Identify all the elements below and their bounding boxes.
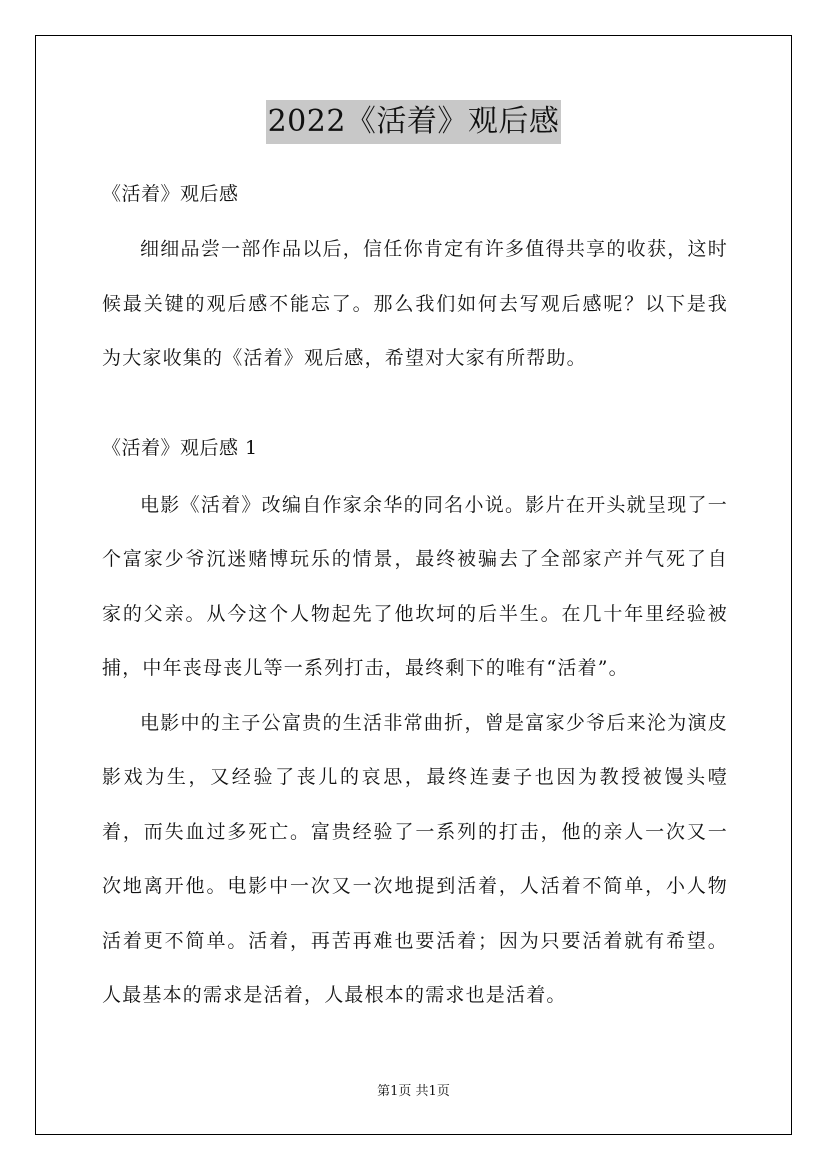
document-body bbox=[102, 176, 728, 1023]
section-1-paragraph-2: 电影中的主子公富贵的生活非常曲折，曾是富家少爷后来沦为演皮影戏为生，又经验了丧儿的哀思，最终连妻子也因为教授被馒头噎着，而失血过多死亡。富贵经验了一系列的打击，他的亲人一次又一次地离开他。电影中一次又一次地提到活着，人活着不简单，小人物活着更不简单。活着，再苦再难也要活着；因为只要活着就有希望。人最基本的需求是活着，人最根本的需求也是活着。 bbox=[102, 711, 728, 1006]
page-footer: 第1页 共1页 bbox=[377, 1084, 450, 1099]
section-1-paragraph-1: 电影《活着》改编自作家余华的同名小说。影片在开头就呈现了一个富家少爷沉迷赌博玩乐的情景，最终被骗去了全部家产并气死了自家的父亲。从今这个人物起先了他坎坷的后半生。在几十年里经验被捕，中年丧母丧儿等一系列打击，最终剩下的唯有“活着”。 bbox=[102, 493, 728, 679]
section-spacer bbox=[102, 386, 728, 430]
section-heading-1: 《活着》观后感 1 bbox=[102, 436, 258, 459]
section-heading-intro: 《活着》观后感 bbox=[102, 183, 239, 205]
title-container bbox=[0, 100, 827, 144]
document-title: 2022《活着》观后感 bbox=[266, 100, 562, 144]
intro-paragraph: 细细品尝一部作品以后，信任你肯定有许多值得共享的收获，这时候最关键的观后感不能忘了。那么我们如何去写观后感呢？以下是我为大家收集的《活着》观后感，希望对大家有所帮助。 bbox=[102, 238, 728, 369]
